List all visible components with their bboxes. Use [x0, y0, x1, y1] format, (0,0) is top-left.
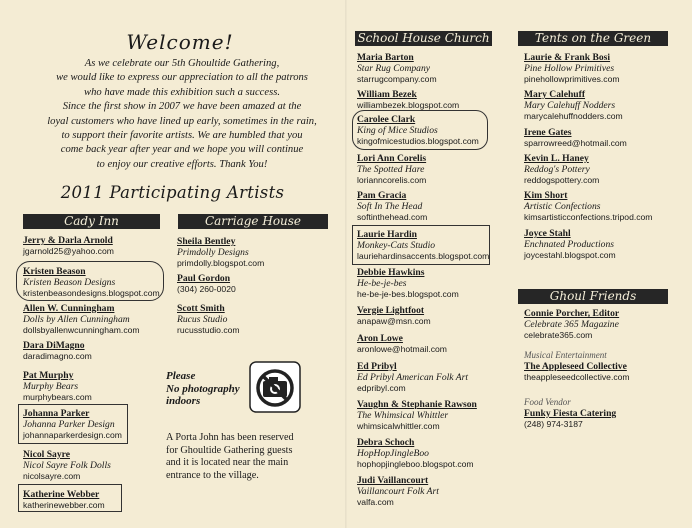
artist-web: katherinewebber.com	[23, 500, 105, 510]
artist-web: kingofmicestudios.blogspot.com	[357, 136, 479, 146]
artist-name: Laurie & Frank Bosi	[524, 52, 611, 63]
artist-name: Judi Vaillancourt	[357, 475, 429, 486]
artist-entry	[357, 399, 477, 432]
artist-entry	[357, 437, 474, 470]
artist-web: dollsbyallenwcunningham.com	[23, 325, 140, 335]
artist-name: Kristen Beason	[23, 266, 86, 277]
artist-entry	[23, 340, 92, 362]
welcome-line: who have made this exhibition such a success.	[84, 86, 280, 98]
artist-name: Kim Short	[524, 190, 568, 201]
no-camera-icon	[249, 361, 301, 413]
school-house-church-header: School House Church	[355, 31, 492, 46]
artist-entry	[357, 52, 437, 85]
artist-entry	[357, 475, 439, 508]
artist-web: kristenbeasondesigns.blogspot.com	[23, 288, 160, 298]
artist-name: Mary Calehuff	[524, 89, 586, 100]
page-fold	[345, 0, 347, 528]
artist-name: Allen W. Cunningham	[23, 303, 115, 314]
artist-name: Sheila Bentley	[177, 236, 236, 247]
artist-web: reddogspottery.com	[524, 175, 600, 185]
artist-web: aronlowe@hotmail.com	[357, 344, 447, 354]
friend-name: The Appleseed Collective	[524, 361, 627, 372]
artist-web: nicolsayre.com	[23, 471, 81, 481]
artist-entry	[357, 305, 431, 327]
artist-web: pinehollowprimitives.com	[524, 74, 620, 84]
artist-web: marycalehuffnodders.com	[524, 111, 623, 121]
artist-entry	[524, 127, 627, 149]
artist-name: Dara DiMagno	[23, 340, 85, 351]
welcome-line: Since the first show in 2007 we have been amazed at the	[62, 101, 302, 113]
artist-name: Jerry & Darla Arnold	[23, 235, 113, 246]
artist-web: williambezek.blogspot.com	[357, 100, 460, 110]
artist-entry	[524, 190, 652, 223]
cady-inn-header: Cady Inn	[23, 214, 160, 229]
artists-title: 2011 Participating Artists	[60, 183, 285, 202]
artist-business: The Whimsical Whittler	[357, 410, 449, 421]
artist-entry	[524, 89, 623, 122]
artist-entry	[23, 303, 140, 336]
artist-web: lorianncorelis.com	[357, 175, 427, 185]
porta-notice-line: for Ghoultide Gathering guests	[166, 444, 293, 456]
artist-name: Paul Gordon	[177, 273, 231, 284]
artist-entry	[524, 228, 616, 261]
artist-name: Aron Lowe	[357, 333, 403, 344]
artist-web: lauriehardinsaccents.blogspot.com	[357, 251, 490, 261]
artist-business: HopHopJingleBoo	[357, 448, 429, 459]
porta-john-notice	[166, 432, 316, 482]
artist-name: Ed Pribyl	[357, 361, 397, 372]
artist-name: Johanna Parker	[23, 408, 90, 419]
artist-entry	[23, 408, 122, 441]
carriage-house-header: Carriage House	[178, 214, 328, 229]
welcome-line: to enjoy our creative efforts. Thank You!	[96, 158, 268, 170]
welcome-title: Welcome!	[126, 30, 234, 54]
artist-entry	[177, 236, 264, 269]
artist-entry	[357, 114, 479, 147]
artist-web: whimsicalwhittler.com	[357, 421, 440, 431]
friend-category-label: Musical Entertainment	[524, 350, 607, 360]
artist-entry	[23, 235, 114, 257]
photo-notice-line: No photography	[166, 382, 240, 395]
artist-web: johannaparkerdesign.com	[23, 430, 122, 440]
artist-name: Debbie Hawkins	[357, 267, 425, 278]
friend-name: Connie Porcher, Editor	[524, 308, 620, 319]
friend-category-label: Food Vendor	[524, 397, 571, 407]
artist-business: Nicol Sayre Folk Dolls	[23, 460, 111, 471]
artist-web: murphybears.com	[23, 392, 92, 402]
artist-web: starrugcompany.com	[357, 74, 437, 84]
artist-web: kimsartisticconfections.tripod.com	[524, 212, 653, 222]
artist-entry	[23, 266, 160, 299]
welcome-line: loyal customers who have lined up early, sometimes in the rain,	[47, 115, 317, 127]
friend-web: theappleseedcollective.com	[524, 372, 630, 382]
artist-business: He-be-je-bes	[357, 278, 407, 289]
artist-name: Nicol Sayre	[23, 449, 70, 460]
welcome-line: to support their favorite artists. We are humbled that you	[61, 130, 303, 142]
friend-phone: (248) 974-3187	[524, 419, 583, 429]
artist-entry	[177, 303, 240, 336]
artist-entry	[357, 190, 427, 223]
artist-business: Murphy Bears	[23, 381, 79, 392]
artist-business: Soft In The Head	[357, 201, 423, 212]
welcome-line: we would like to express our appreciation to all the patrons	[56, 72, 308, 84]
artist-name: Laurie Hardin	[357, 229, 417, 240]
artist-business: Rucus Studio	[177, 314, 228, 325]
artist-web: softinthehead.com	[357, 212, 428, 222]
artist-name: Irene Gates	[524, 127, 572, 138]
ghoul-friends-header: Ghoul Friends	[518, 289, 668, 304]
artist-entry	[357, 89, 459, 111]
artist-business: King of Mice Studios	[357, 125, 438, 136]
artist-web: sparrowreed@hotmail.com	[524, 138, 627, 148]
welcome-message	[26, 57, 338, 172]
artist-business: Kristen Beason Designs	[23, 277, 116, 288]
artist-name: Carolee Clark	[357, 114, 416, 125]
porta-notice-line: and it is located near the main	[166, 457, 289, 468]
friend-web: celebrate365.com	[524, 330, 593, 340]
artist-business: Ed Pribyl American Folk Art	[357, 372, 469, 383]
artist-web: rucusstudio.com	[177, 325, 240, 335]
artist-name: Scott Smith	[177, 303, 225, 314]
artist-web: primdolly.blogspot.com	[177, 258, 265, 268]
artist-business: Vaillancourt Folk Art	[357, 486, 439, 497]
artist-business: Pine Hollow Primitives	[524, 63, 615, 74]
artist-entry	[524, 52, 620, 85]
welcome-line: As we celebrate our 5th Ghoultide Gathering,	[84, 58, 280, 69]
artist-name: Pat Murphy	[23, 370, 74, 381]
artist-entry	[177, 273, 236, 295]
artist-name: Maria Barton	[357, 52, 414, 63]
welcome-line: come back year after year and we hope you will continue	[60, 144, 304, 156]
artist-entry	[357, 361, 468, 394]
tents-on-the-green-header: Tents on the Green	[518, 31, 668, 46]
friend-entry	[524, 397, 616, 430]
artist-web: daradimagno.com	[23, 351, 92, 361]
artist-web: he-be-je-bes.blogspot.com	[357, 289, 459, 299]
friend-name: Funky Fiesta Catering	[524, 408, 617, 419]
artist-entry	[23, 449, 111, 482]
artist-web: hophopjingleboo.blogspot.com	[357, 459, 474, 469]
artist-web: jgarnold25@yahoo.com	[23, 246, 114, 256]
artist-phone: (304) 260-0020	[177, 284, 236, 294]
artist-business: Star Rug Company	[357, 63, 431, 74]
friend-business: Celebrate 365 Magazine	[524, 319, 619, 330]
porta-notice-line: A Porta John has been reserved	[166, 432, 294, 443]
photo-notice	[166, 370, 256, 408]
artist-business: Reddog's Pottery	[524, 164, 590, 175]
porta-notice-line: entrance to the village.	[166, 469, 259, 481]
artist-business: Enchnated Productions	[524, 239, 614, 250]
artist-web: valfa.com	[357, 497, 394, 507]
artist-entry	[524, 153, 599, 186]
artist-business: The Spotted Hare	[357, 164, 425, 175]
artist-business: Mary Calehuff Nodders	[524, 100, 616, 111]
artist-name: Kevin L. Haney	[524, 153, 589, 164]
photo-notice-line: indoors	[166, 395, 201, 407]
friend-entry	[524, 350, 630, 383]
artist-business: Artistic Confections	[524, 201, 601, 212]
artist-web: edpribyl.com	[357, 383, 406, 393]
artist-entry	[23, 370, 92, 403]
artist-business: Primdolly Designs	[177, 247, 249, 258]
artist-web: joycestahl.blogspot.com	[524, 250, 616, 260]
artist-name: William Bezek	[357, 89, 417, 100]
artist-entry	[23, 489, 105, 511]
artist-name: Pam Gracia	[357, 190, 407, 201]
artist-name: Katherine Webber	[23, 489, 100, 500]
artist-entry	[357, 267, 459, 300]
artist-business: Monkey-Cats Studio	[357, 240, 436, 251]
artist-name: Lori Ann Corelis	[357, 153, 427, 164]
artist-entry	[357, 153, 426, 186]
artist-business: Johanna Parker Design	[23, 419, 115, 430]
artist-business: Dolls by Allen Cunningham	[23, 314, 130, 325]
artist-name: Joyce Stahl	[524, 228, 571, 239]
friend-entry	[524, 308, 619, 341]
artist-name: Debra Schoch	[357, 437, 415, 448]
artist-web: anapaw@msn.com	[357, 316, 431, 326]
artist-entry	[357, 229, 489, 262]
artist-name: Vaughn & Stephanie Rawson	[357, 399, 477, 410]
artist-entry	[357, 333, 447, 355]
photo-notice-line: Please	[166, 370, 196, 382]
artist-name: Vergie Lightfoot	[357, 305, 425, 316]
